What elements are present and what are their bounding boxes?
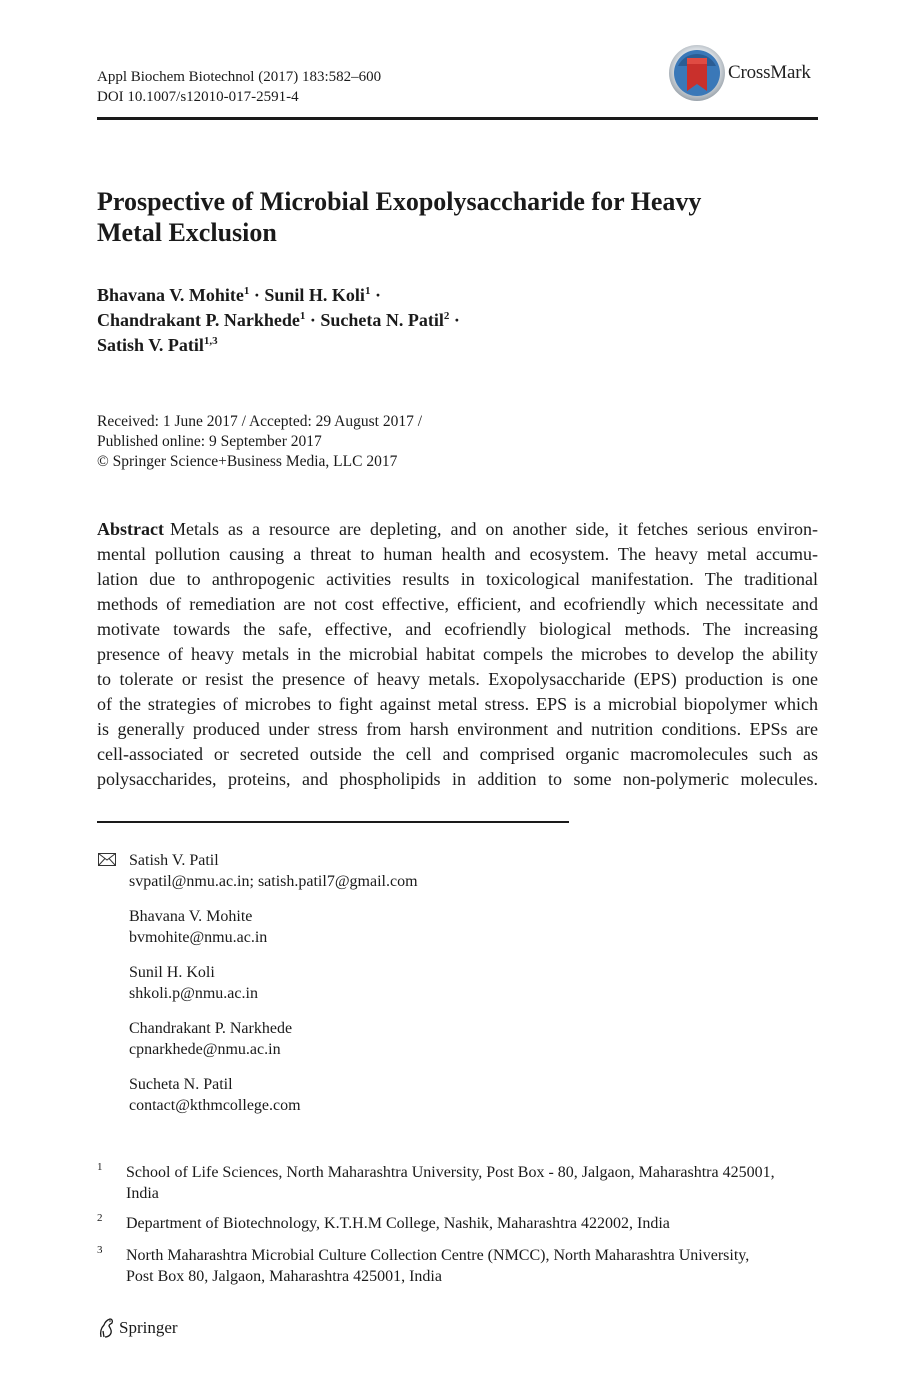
author-name[interactable]: Sunil H. Koli [264, 285, 365, 305]
contact-name: Chandrakant P. Narkhede [129, 1020, 293, 1037]
contact-email[interactable]: shkoli.p@nmu.ac.in [129, 985, 258, 1002]
contact-entry [129, 962, 258, 1004]
abstract-line: of the strategies of microbes to fight against metal stress. EPS is a microbial biopolymer which [97, 694, 818, 714]
abstract-line: motivate towards the safe, effective, and ecofriendly biological methods. The increasing [97, 619, 818, 639]
footnote-separator [97, 821, 569, 823]
author-affiliation-mark: 1 [364, 285, 371, 297]
crossmark-badge[interactable] [668, 44, 811, 102]
received-accepted-dates: Received: 1 June 2017 / Accepted: 29 August 2017 / [97, 413, 423, 430]
contact-entry [129, 906, 267, 948]
author-affiliation-mark: 2 [443, 310, 450, 322]
contact-name: Bhavana V. Mohite [129, 908, 253, 925]
title-line-2: Metal Exclusion [97, 218, 277, 247]
doi[interactable]: DOI 10.1007/s12010-017-2591-4 [97, 89, 299, 105]
affiliation-number: 3 [97, 1244, 103, 1256]
abstract-line [97, 517, 818, 542]
abstract-text: Metals as a resource are depleting, and on another side, it fetches serious environ- [169, 519, 818, 539]
affiliation-entry [97, 1162, 818, 1204]
title-line-1: Prospective of Microbial Exopolysaccharide for Heavy [97, 187, 702, 216]
author-name[interactable]: Satish V. Patil [97, 335, 204, 355]
envelope-icon [98, 853, 116, 866]
contact-entry [129, 1074, 301, 1116]
crossmark-label: CrossMark [728, 62, 811, 83]
springer-horse-icon [97, 1317, 116, 1339]
author-separator: · [253, 285, 260, 305]
author-affiliation-mark: 1 [299, 310, 306, 322]
journal-reference: Appl Biochem Biotechnol (2017) 183:582–600 [97, 69, 382, 85]
publisher-name: Springer [119, 1318, 178, 1337]
affiliation-text: North Maharashtra Microbial Culture Collection Centre (NMCC), North Maharashtra University, [126, 1247, 750, 1264]
publication-dates [97, 412, 422, 472]
contact-entry [129, 850, 418, 892]
header-rule [97, 117, 818, 120]
publisher-logo [97, 1317, 178, 1339]
affiliation-number: 1 [97, 1161, 103, 1173]
author-affiliation-mark: 1 [243, 285, 250, 297]
author-separator: · [309, 310, 316, 330]
author-line-3 [97, 333, 697, 358]
author-list [97, 283, 697, 358]
author-name[interactable]: Chandrakant P. Narkhede [97, 310, 300, 330]
abstract [97, 517, 818, 792]
article-title [97, 186, 777, 248]
contact-name: Satish V. Patil [129, 852, 219, 869]
abstract-line: mental pollution causing a threat to human health and ecosystem. The heavy metal accumu- [97, 544, 818, 564]
abstract-label: Abstract [97, 519, 164, 539]
contact-name: Sucheta N. Patil [129, 1076, 233, 1093]
author-separator: · [374, 285, 381, 305]
contact-email[interactable]: bvmohite@nmu.ac.in [129, 929, 268, 946]
affiliation-text: India [126, 1185, 159, 1202]
copyright-notice: © Springer Science+Business Media, LLC 2017 [97, 453, 398, 470]
abstract-line: to tolerate or resist the presence of heavy metals. Exopolysaccharide (EPS) production is one [97, 669, 818, 689]
contact-entry [129, 1018, 292, 1060]
affiliation-entry [97, 1245, 818, 1287]
abstract-line: methods of remediation are not cost effective, efficient, and ecofriendly which necessitate and [97, 594, 818, 614]
affiliation-text: School of Life Sciences, North Maharashtra University, Post Box - 80, Jalgaon, Maharashtra 425001, [126, 1164, 775, 1181]
author-name[interactable]: Sucheta N. Patil [320, 310, 444, 330]
author-name[interactable]: Bhavana V. Mohite [97, 285, 244, 305]
crossmark-icon [668, 44, 726, 102]
affiliation-entry [97, 1213, 818, 1234]
contact-email[interactable]: svpatil@nmu.ac.in; satish.patil7@gmail.com [129, 873, 418, 890]
author-affiliation-mark: 1,3 [203, 335, 218, 347]
author-line-1 [97, 283, 697, 308]
author-line-2 [97, 308, 697, 333]
abstract-line: polysaccharides, proteins, and phospholipids in addition to some non-polymeric molecules. [97, 769, 818, 789]
contact-name: Sunil H. Koli [129, 964, 215, 981]
abstract-line: cell-associated or secreted outside the cell and comprised organic macromolecules such as [97, 744, 818, 764]
abstract-line: is generally produced under stress from harsh environment and nutrition conditions. EPSs are [97, 719, 818, 739]
abstract-line: presence of heavy metals in the microbial habitat compels the microbes to develop the ability [97, 644, 818, 664]
contact-email[interactable]: cpnarkhede@nmu.ac.in [129, 1041, 281, 1058]
affiliation-number: 2 [97, 1212, 103, 1224]
contact-email[interactable]: contact@kthmcollege.com [129, 1097, 301, 1114]
author-separator: · [453, 310, 460, 330]
abstract-line: lation due to anthropogenic activities results in toxicological manifestation. The traditional [97, 569, 818, 589]
affiliation-text: Post Box 80, Jalgaon, Maharashtra 425001, India [126, 1268, 442, 1285]
published-date: Published online: 9 September 2017 [97, 433, 322, 450]
affiliation-text: Department of Biotechnology, K.T.H.M College, Nashik, Maharashtra 422002, India [126, 1215, 670, 1232]
